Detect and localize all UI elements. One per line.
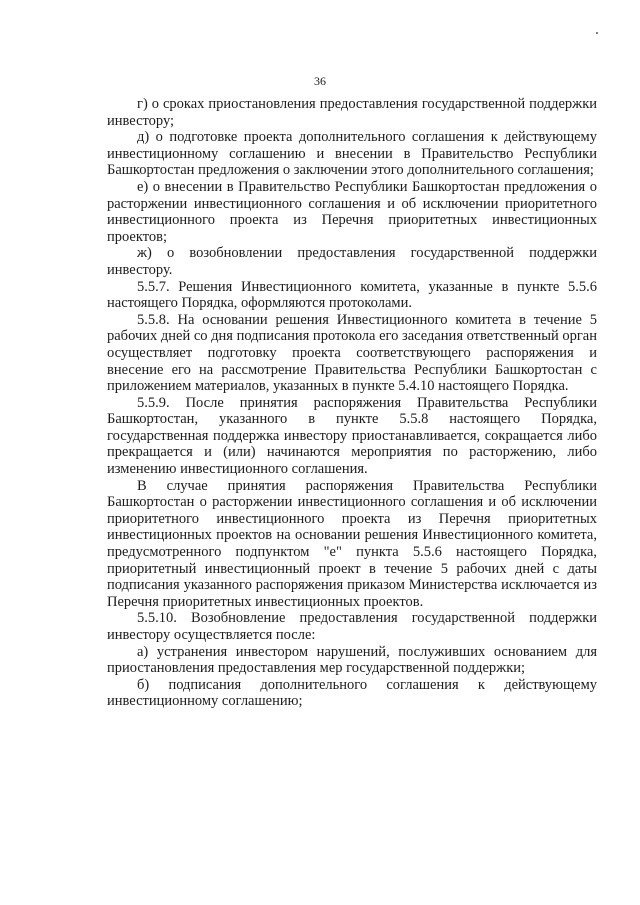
scan-speck: [596, 32, 598, 34]
paragraph-5-5-9: 5.5.9. После принятия распоряжения Правительства Республики Башкортостан, указанного в пункте 5.5.8 настоящего Порядка, государственная поддержка инвестору приостанавливается, сокращается либо прекращается и (или) начинаются мероприятия по расторжению, либо изменению инвестиционного соглашения.: [107, 394, 597, 478]
paragraph-item-b: б) подписания дополнительного соглашения к действующему инвестиционному соглашению;: [107, 676, 597, 710]
paragraph-item-d: д) о подготовке проекта дополнительного соглашения к действующему инвестиционному соглашению и внесении в Правительство Республики Башкортостан предложения о заключении этого дополнительного соглашения;: [107, 129, 597, 179]
paragraph-termination-case: В случае принятия распоряжения Правительства Республики Башкортостан о расторжении инвестиционного соглашения и об исключении приоритетного инвестиционного проекта из Перечня приоритетных инвестиционных проектов на основании решения Инвестиционного комитета, предусмотренного подпунктом "е" пункта 5.5.6 настоящего Порядка, приоритетный инвестиционный проект в течение 5 рабочих дней с даты подписания указанного распоряжения приказом Министерства исключается из Перечня приоритетных инвестиционных проектов.: [107, 477, 597, 610]
paragraph-item-zh: ж) о возобновлении предоставления государственной поддержки инвестору.: [107, 245, 597, 278]
paragraph-item-e: е) о внесении в Правительство Республики Башкортостан предложения о расторжении инвестиционного соглашения и об исключении приоритетного инвестиционного проекта из Перечня приоритетных инвестиционных проектов;: [107, 178, 597, 245]
document-body: [107, 96, 597, 710]
paragraph-5-5-10: 5.5.10. Возобновление предоставления государственной поддержки инвестору осуществляется после:: [107, 610, 597, 643]
paragraph-5-5-7: 5.5.7. Решения Инвестиционного комитета, указанные в пункте 5.5.6 настоящего Порядка, оформляются протоколами.: [107, 278, 597, 312]
paragraph-item-g: г) о сроках приостановления предоставления государственной поддержки инвестору;: [107, 96, 597, 129]
page-number: 36: [314, 74, 326, 88]
paragraph-5-5-8: 5.5.8. На основании решения Инвестиционного комитета в течение 5 рабочих дней со дня подписания протокола его заседания ответственный орган осуществляет подготовку проекта соответствующего распоряжения и внесение его на рассмотрение Правительства Республики Башкортостан с приложением материалов, указанных в пункте 5.4.10 настоящего Порядка.: [107, 311, 597, 395]
paragraph-item-a: а) устранения инвестором нарушений, послуживших основанием для приостановления предоставления мер государственной поддержки;: [107, 643, 597, 677]
